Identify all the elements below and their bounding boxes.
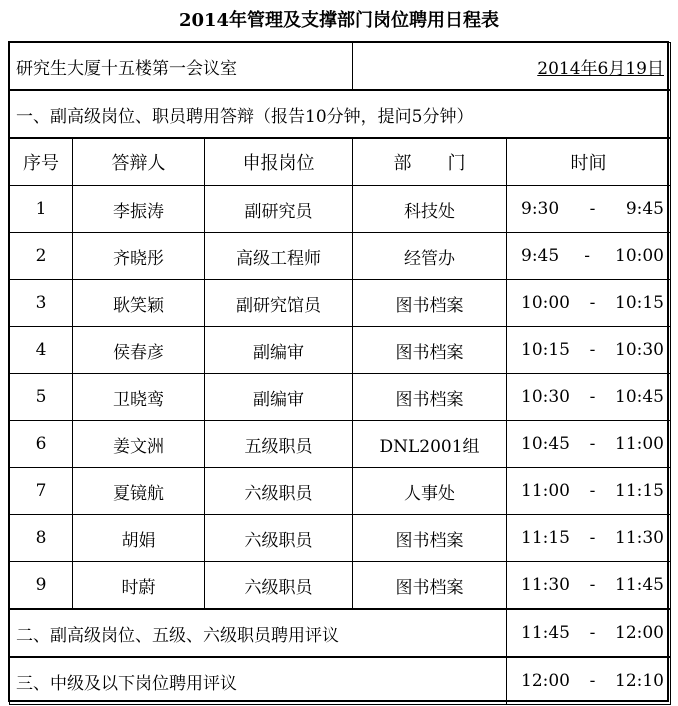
table-row xyxy=(10,280,671,327)
rows-body xyxy=(10,186,671,610)
row-person: 侯春彦 xyxy=(73,327,205,374)
row-no: 7 xyxy=(10,468,73,515)
row-time xyxy=(507,421,671,468)
location-row xyxy=(10,43,671,91)
row-dept: 科技处 xyxy=(353,186,507,233)
table-row xyxy=(10,515,671,562)
location: 研究生大厦十五楼第一会议室 xyxy=(10,43,353,91)
section3-time xyxy=(507,657,671,705)
row-position: 副研究馆员 xyxy=(205,280,353,327)
row-no: 5 xyxy=(10,374,73,421)
section2-dash: - xyxy=(589,623,596,643)
row-position: 六级职员 xyxy=(205,468,353,515)
table-row xyxy=(10,233,671,280)
row-no: 9 xyxy=(10,562,73,610)
row-time xyxy=(507,280,671,327)
row-time-end: 11:15 xyxy=(615,481,664,501)
date: 2014年6月19日 xyxy=(537,58,664,79)
row-no: 8 xyxy=(10,515,73,562)
row-person: 齐晓彤 xyxy=(73,233,205,280)
row-time-dash: - xyxy=(589,575,596,595)
section3-row xyxy=(10,657,671,705)
row-no: 3 xyxy=(10,280,73,327)
row-time xyxy=(507,186,671,233)
section3-start: 12:00 xyxy=(521,671,570,691)
row-time-dash: - xyxy=(589,387,596,407)
row-person: 姜文洲 xyxy=(73,421,205,468)
row-time-start: 9:30 xyxy=(521,199,560,219)
section1-row xyxy=(10,90,671,138)
header-position: 申报岗位 xyxy=(205,138,353,186)
section3-dash: - xyxy=(589,671,596,691)
table-row xyxy=(10,562,671,610)
row-time-dash: - xyxy=(589,481,596,501)
row-no: 2 xyxy=(10,233,73,280)
header-time: 时间 xyxy=(507,138,671,186)
row-time-dash: - xyxy=(589,199,596,219)
schedule-table xyxy=(9,42,671,705)
row-time-end: 10:15 xyxy=(615,293,664,313)
row-position: 六级职员 xyxy=(205,562,353,610)
row-time-start: 10:15 xyxy=(521,340,570,360)
header-dept: 部 门 xyxy=(353,138,507,186)
row-time-start: 9:45 xyxy=(521,246,560,266)
row-dept: 图书档案 xyxy=(353,280,507,327)
row-time-dash: - xyxy=(589,528,596,548)
section2-row xyxy=(10,609,671,657)
row-time-end: 11:30 xyxy=(615,528,664,548)
page-title: 2014年管理及支撑部门岗位聘用日程表 xyxy=(178,10,500,31)
row-time-end: 9:45 xyxy=(625,199,664,219)
section1-heading: 一、副高级岗位、职员聘用答辩（报告10分钟，提问5分钟） xyxy=(10,90,671,138)
row-position: 副编审 xyxy=(205,374,353,421)
row-dept: 图书档案 xyxy=(353,562,507,610)
header-person: 答辩人 xyxy=(73,138,205,186)
date-cell xyxy=(353,43,671,91)
row-person: 夏镜航 xyxy=(73,468,205,515)
row-no: 1 xyxy=(10,186,73,233)
row-time-end: 10:00 xyxy=(615,246,664,266)
section2-time xyxy=(507,609,671,657)
row-dept: 图书档案 xyxy=(353,327,507,374)
section2-end: 12:00 xyxy=(615,623,664,643)
section3-label: 三、中级及以下岗位聘用评议 xyxy=(10,657,507,705)
row-position: 五级职员 xyxy=(205,421,353,468)
row-time-end: 11:45 xyxy=(615,575,664,595)
row-time-start: 11:15 xyxy=(521,528,570,548)
row-dept: 人事处 xyxy=(353,468,507,515)
row-time xyxy=(507,233,671,280)
row-time xyxy=(507,374,671,421)
row-time-dash: - xyxy=(589,340,596,360)
row-time-dash: - xyxy=(589,293,596,313)
row-no: 6 xyxy=(10,421,73,468)
row-no: 4 xyxy=(10,327,73,374)
row-dept: 图书档案 xyxy=(353,515,507,562)
row-dept: 经管办 xyxy=(353,233,507,280)
row-person: 卫晓鸾 xyxy=(73,374,205,421)
row-time xyxy=(507,562,671,610)
table-row xyxy=(10,327,671,374)
row-time-end: 10:30 xyxy=(615,340,664,360)
row-position: 副研究员 xyxy=(205,186,353,233)
row-position: 六级职员 xyxy=(205,515,353,562)
table-row xyxy=(10,374,671,421)
row-dept: 图书档案 xyxy=(353,374,507,421)
row-dept: DNL2001组 xyxy=(353,421,507,468)
header-no: 序号 xyxy=(10,138,73,186)
row-time xyxy=(507,327,671,374)
row-time-dash: - xyxy=(584,246,590,266)
row-time-dash: - xyxy=(589,434,596,454)
section3-end: 12:10 xyxy=(615,671,664,691)
row-time xyxy=(507,515,671,562)
row-time-end: 11:00 xyxy=(615,434,664,454)
header-row xyxy=(10,138,671,186)
row-time xyxy=(507,468,671,515)
row-position: 副编审 xyxy=(205,327,353,374)
row-time-end: 10:45 xyxy=(615,387,664,407)
row-person: 胡娟 xyxy=(73,515,205,562)
row-person: 李振涛 xyxy=(73,186,205,233)
row-time-start: 10:45 xyxy=(521,434,570,454)
row-person: 时蔚 xyxy=(73,562,205,610)
row-time-start: 11:00 xyxy=(521,481,570,501)
row-person: 耿笑颖 xyxy=(73,280,205,327)
table-row xyxy=(10,468,671,515)
section2-label: 二、副高级岗位、五级、六级职员聘用评议 xyxy=(10,609,507,657)
section2-start: 11:45 xyxy=(521,623,570,643)
table-row xyxy=(10,421,671,468)
row-time-start: 10:00 xyxy=(521,293,570,313)
row-position: 高级工程师 xyxy=(205,233,353,280)
row-time-start: 11:30 xyxy=(521,575,570,595)
table-row xyxy=(10,186,671,233)
row-time-start: 10:30 xyxy=(521,387,570,407)
